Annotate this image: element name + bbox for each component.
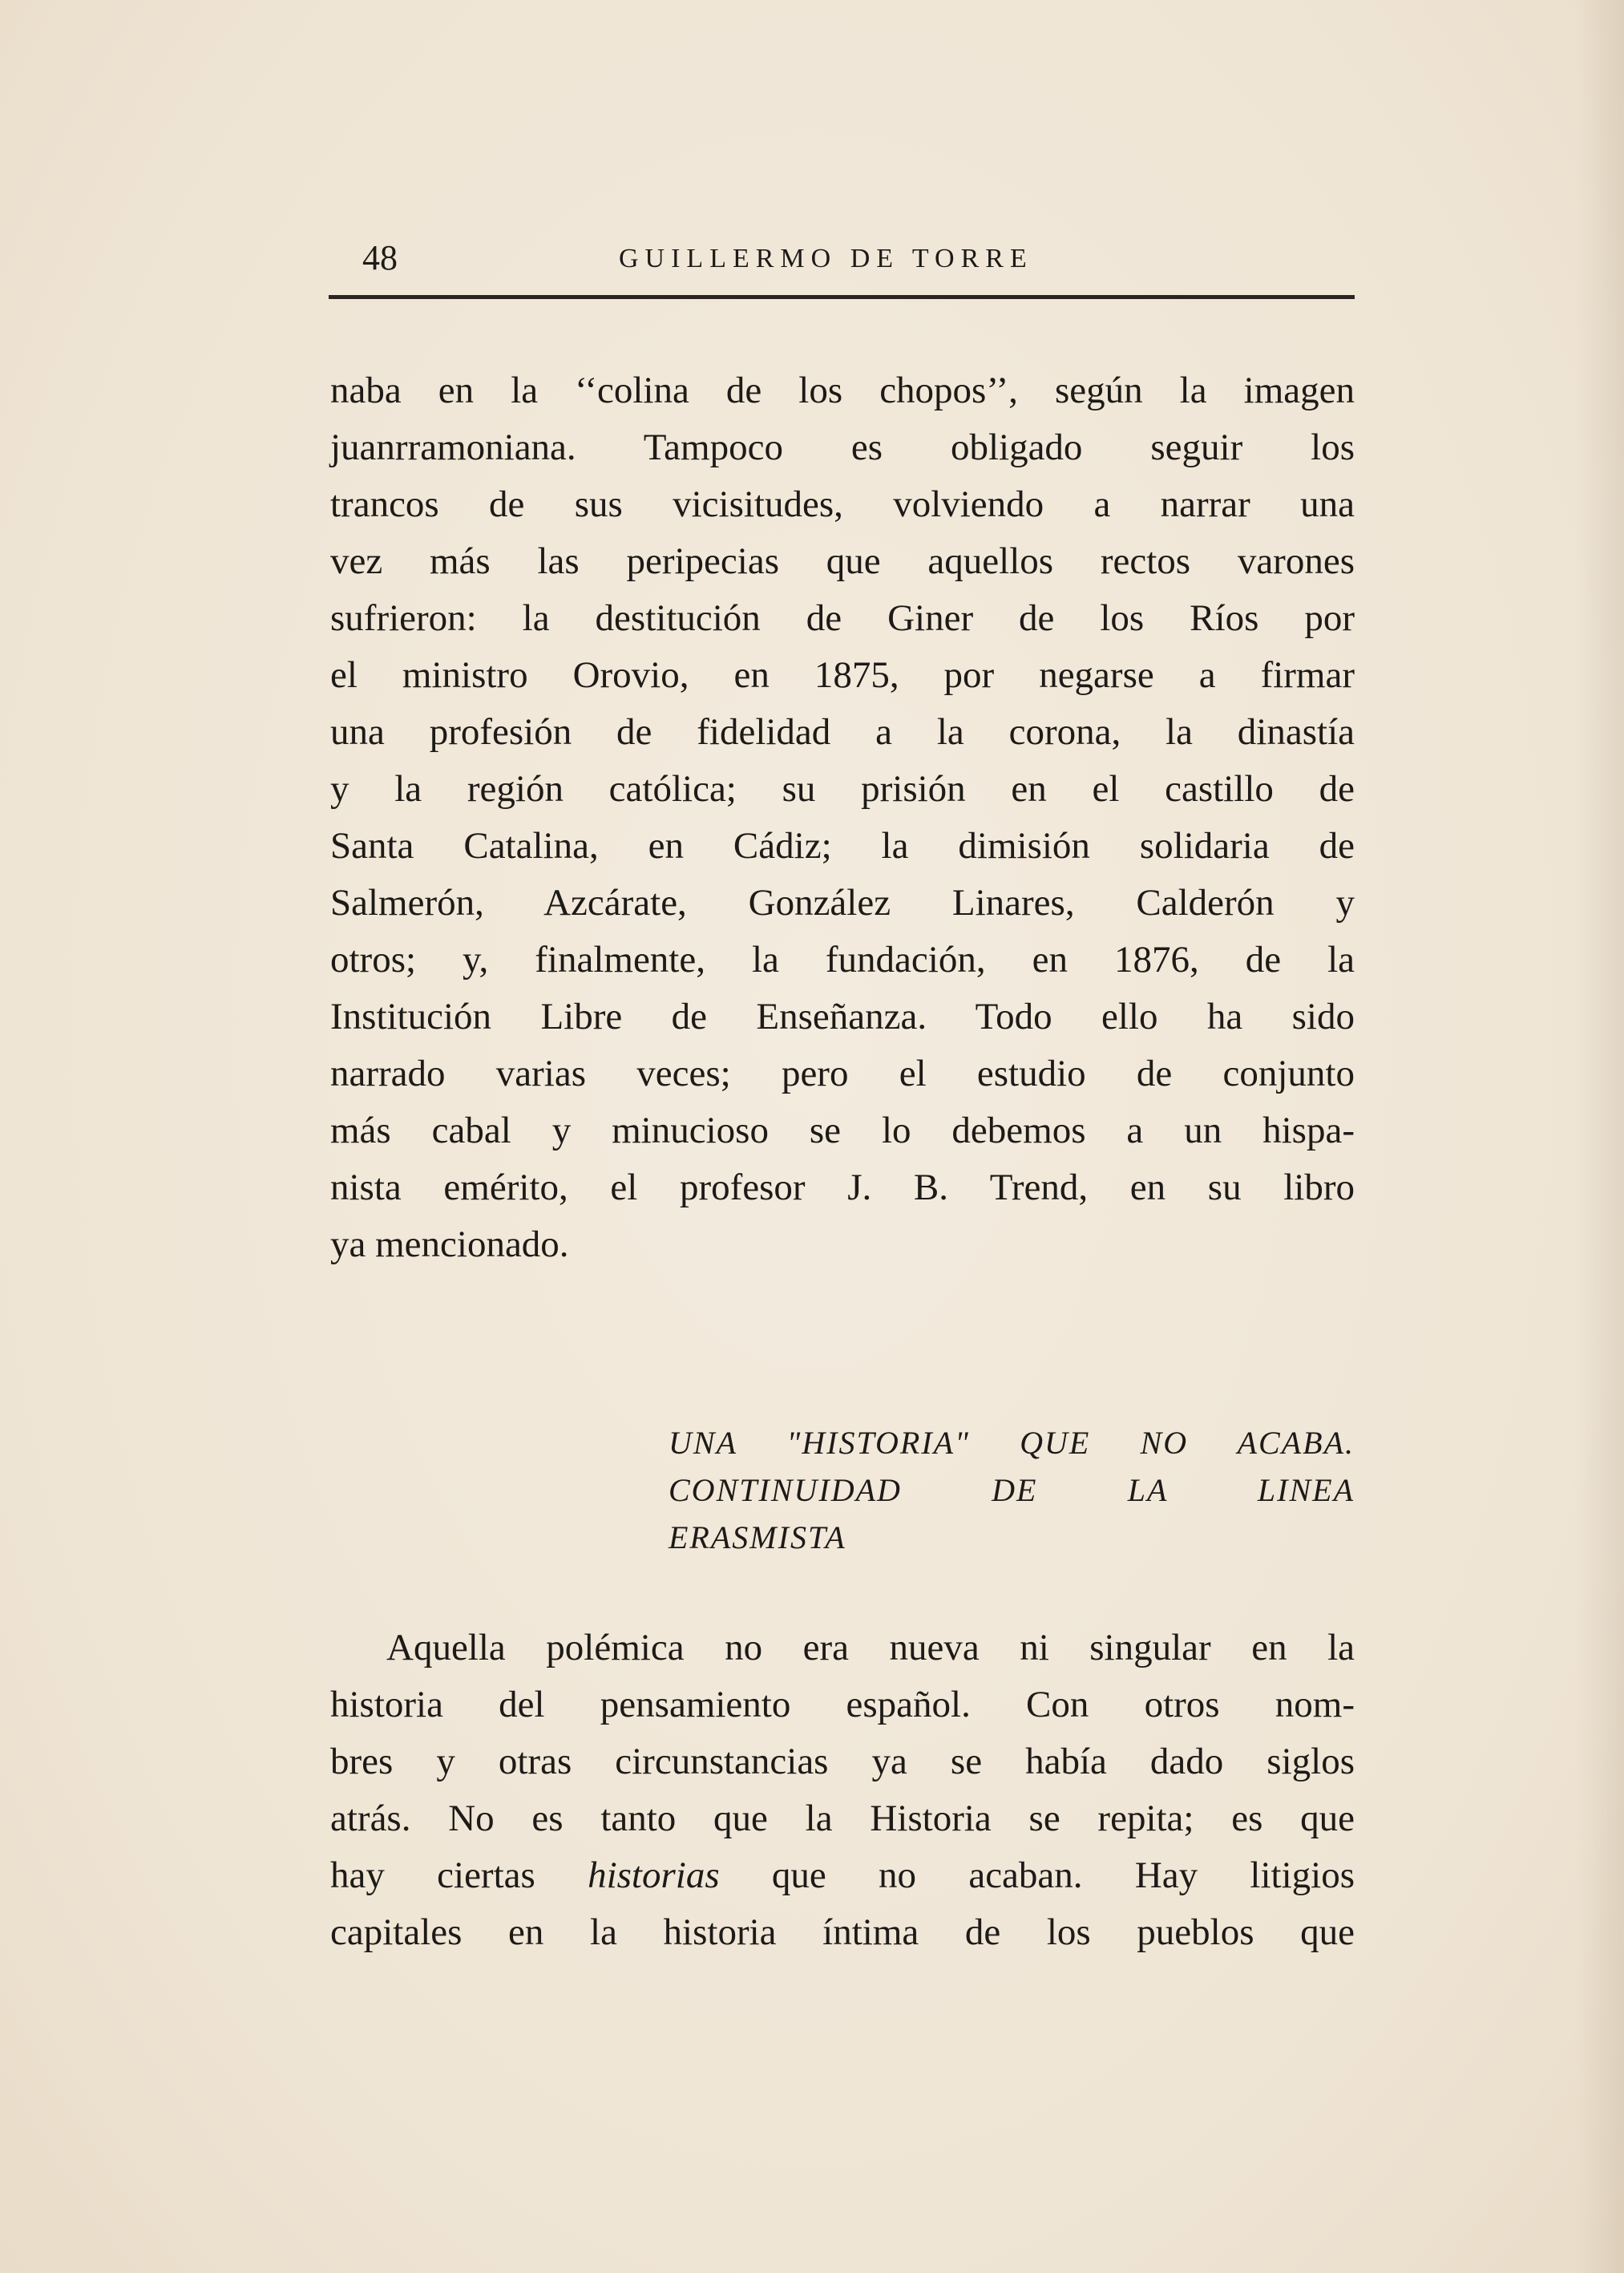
text-line: naba en la ‘‘colina de los chopos’’, según la imagen [330,370,1355,411]
italic-word: historias [588,1854,720,1896]
text-line: ya mencionado. [330,1223,569,1265]
heading-line: UNA "HISTORIA" QUE NO ACABA. [669,1425,1355,1461]
heading-line: CONTINUIDAD DE LA LINEA [669,1472,1355,1508]
header-rule [329,295,1355,299]
text-line [330,1847,1355,1904]
text-line: vez más las peripecias que aquellos rectos varones [330,540,1355,582]
paragraph-2 [330,1620,1355,1961]
text-line: Salmerón, Azcárate, González Linares, Calderón y [330,882,1355,924]
text-line: trancos de sus vicisitudes, volviendo a narrar una [330,483,1355,525]
text-line: Institución Libre de Enseñanza. Todo ello ha sido [330,996,1355,1037]
heading-line: ERASMISTA [669,1519,846,1555]
text-line: más cabal y minucioso se lo debemos a un hispa- [330,1110,1355,1151]
text-line: capitales en la historia íntima de los pueblos que [330,1911,1355,1953]
text-line: sufrieron: la destitución de Giner de los Ríos por [330,597,1355,639]
page-number: 48 [362,238,398,277]
page-header [329,234,1355,298]
text-line: otros; y, finalmente, la fundación, en 1876, de la [330,939,1355,981]
text-line: nista emérito, el profesor J. B. Trend, en su libro [330,1167,1355,1208]
text-line: atrás. No es tanto que la Historia se repita; es que [330,1798,1355,1839]
text-run: que no acaban. Hay litigios [719,1854,1355,1896]
text-line: Santa Catalina, en Cádiz; la dimisión solidaria de [330,825,1355,867]
paragraph-1 [330,362,1355,1273]
section-heading [669,1419,1355,1561]
text-line: el ministro Orovio, en 1875, por negarse a firmar [330,654,1355,696]
text-line: Aquella polémica no era nueva ni singular en la [386,1627,1355,1668]
text-line: narrado varias veces; pero el estudio de conjunto [330,1053,1355,1094]
text-line: juanrramoniana. Tampoco es obligado seguir los [330,427,1355,468]
text-line: y la región católica; su prisión en el castillo de [330,768,1355,810]
text-run: hay ciertas [330,1854,588,1896]
text-line: historia del pensamiento español. Con otros nom- [330,1684,1355,1725]
text-line: bres y otras circunstancias ya se había dado siglos [330,1741,1355,1782]
page-edge-shadow [1576,0,1624,2273]
running-head: GUILLERMO DE TORRE [619,244,1033,273]
text-line: una profesión de fidelidad a la corona, la dinastía [330,711,1355,753]
